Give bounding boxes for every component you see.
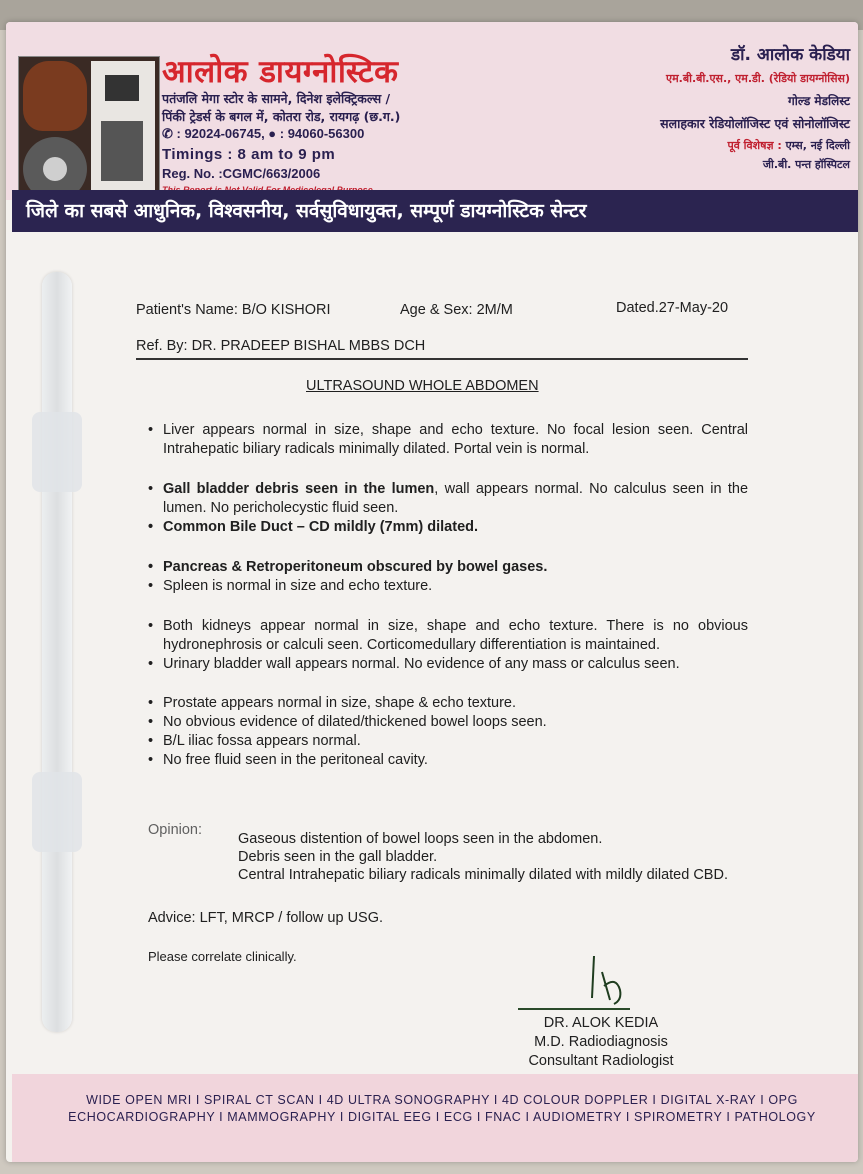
divider <box>136 358 748 360</box>
signature <box>518 950 638 1012</box>
opinion-text <box>238 830 738 884</box>
letterhead <box>6 22 858 200</box>
finding-bowel: • No obvious evidence of dilated/thickened bowel loops seen. <box>148 713 748 732</box>
doctor-name-hindi: डॉ. आलोक केडिया <box>731 45 850 65</box>
ultrasound-machine-image <box>91 61 155 203</box>
services-line-2: ECHOCARDIOGRAPHY I MAMMOGRAPHY I DIGITAL EEG I ECG I FNAC I AUDIOMETRY I SPIROMETRY I PATHOLOGY <box>68 1110 816 1124</box>
correlate-note: Please correlate clinically. <box>148 949 297 964</box>
finding-free-fluid: • No free fluid seen in the peritoneal cavity. <box>148 751 748 770</box>
doctor-qualification: एम.बी.बी.एस., एम.डी. (रेडियो डायग्नोसिस) <box>666 72 850 85</box>
signatory-role: Consultant Radiologist <box>528 1053 674 1069</box>
gold-medalist: गोल्ड मेडलिस्ट <box>787 94 850 108</box>
report-date: Dated.27-May-20 <box>616 300 729 316</box>
report-sheet <box>6 22 858 1162</box>
clinic-name: आलोक डायग्नोस्टिक <box>162 54 399 90</box>
plastic-tube-object <box>28 272 86 1032</box>
finding-kidneys: • Both kidneys appear normal in size, shape and echo texture. There is no obvious hydronephrosis or calculi seen. Corticomedullary differentiation is maintained. <box>148 617 748 655</box>
age-sex: Age & Sex: 2M/M <box>400 302 513 318</box>
clinic-photo-collage <box>18 56 160 206</box>
registration-number: Reg. No. :CGMC/663/2006 <box>162 166 321 181</box>
finding-spleen: • Spleen is normal in size and echo texture. <box>148 577 748 596</box>
former-hospital: जी.बी. पन्त हॉस्पिटल <box>762 158 850 171</box>
findings-list <box>148 421 748 770</box>
finding-iliac: • B/L iliac fossa appears normal. <box>148 732 748 751</box>
services-list <box>42 1092 842 1126</box>
signatory-degree: M.D. Radiodiagnosis <box>534 1034 668 1050</box>
address-line-1: पतंजलि मेगा स्टोर के सामने, दिनेश इलेक्ट्रिकल्स / <box>162 91 391 106</box>
clinic-address <box>162 90 400 126</box>
services-line-1: WIDE OPEN MRI I SPIRAL CT SCAN I 4D ULTRA SONOGRAPHY I 4D COLOUR DOPPLER I DIGITAL X-RAY I OPG <box>86 1093 798 1107</box>
services-footer <box>12 1074 858 1162</box>
clinic-timings: Timings : 8 am to 9 pm <box>162 146 336 163</box>
advice: Advice: LFT, MRCP / follow up USG. <box>148 910 384 926</box>
opinion-line-3: Central Intrahepatic biliary radicals minimally dilated with mildly dilated CBD. <box>238 867 728 883</box>
opinion-label: Opinion: <box>148 822 203 838</box>
clinic-phone: ✆ : 92024-06745, ● : 94060-56300 <box>162 126 365 141</box>
address-line-2: पिंकी ट्रेडर्स के बगल में, कोतरा रोड, रायगढ़ (छ.ग.) <box>162 109 401 124</box>
finding-urinary-bladder: • Urinary bladder wall appears normal. No evidence of any mass or calculus seen. <box>148 655 748 674</box>
patient-name: Patient's Name: B/O KISHORI <box>136 302 331 318</box>
report-title: ULTRASOUND WHOLE ABDOMEN <box>306 378 539 394</box>
opinion-line-1: Gaseous distention of bowel loops seen in the abdomen. <box>238 831 603 847</box>
doctor-role: सलाहकार रेडियोलॉजिस्ट एवं सोनोलॉजिस्ट <box>660 116 850 131</box>
signature-line <box>518 1008 630 1010</box>
finding-liver: • Liver appears normal in size, shape and echo texture. No focal lesion seen. Central Intrahepatic biliary radicals minimally dilated. Portal vein is normal. <box>148 421 748 459</box>
finding-pancreas: • Pancreas & Retroperitoneum obscured by bowel gases. <box>148 558 748 577</box>
finding-cbd: • Common Bile Duct – CD mildly (7mm) dilated. <box>148 518 748 537</box>
signatory-block <box>511 1014 691 1071</box>
doctor-credentials <box>660 42 850 172</box>
baby-scan-image <box>23 61 87 131</box>
signatory-name: DR. ALOK KEDIA <box>543 1015 659 1031</box>
finding-prostate: • Prostate appears normal in size, shape & echo texture. <box>148 694 748 713</box>
tagline-banner: जिले का सबसे आधुनिक, विश्वसनीय, सर्वसुविधायुक्त, सम्पूर्ण डायग्नोस्टिक सेन्टर <box>12 190 858 232</box>
former-specialist: पूर्व विशेषज्ञ : एम्स, नई दिल्ली <box>727 139 850 152</box>
finding-gall-bladder: • Gall bladder debris seen in the lumen, wall appears normal. No calculus seen in the lumen. No pericholecystic fluid seen. <box>148 480 748 518</box>
opinion-line-2: Debris seen in the gall bladder. <box>238 849 438 865</box>
referring-doctor: Ref. By: DR. PRADEEP BISHAL MBBS DCH <box>136 338 426 354</box>
